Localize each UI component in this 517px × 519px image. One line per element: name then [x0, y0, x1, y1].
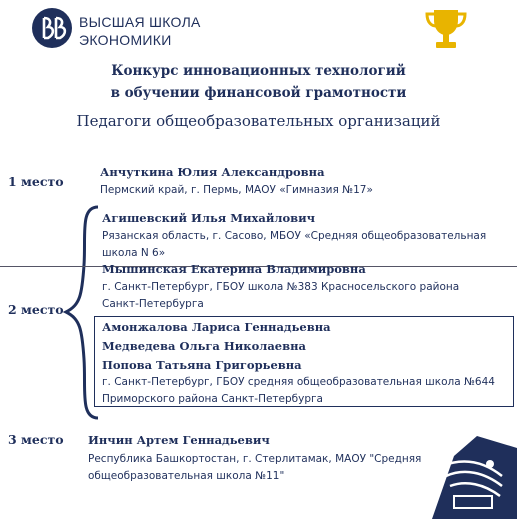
- category-subtitle: Педагоги общеобразовательных организаций: [76, 112, 441, 130]
- second-group-desc-line2: Приморского района Санкт-Петербурга: [102, 393, 323, 405]
- second-group-name3: Попова Татьяна Григорьевна: [102, 358, 302, 372]
- trophy-icon: [424, 6, 468, 52]
- third-place-label: 3 место: [8, 432, 64, 447]
- second-group-desc-line1: г. Санкт-Петербург, ГБОУ средняя общеобразовательная школа №644: [102, 376, 495, 388]
- second-b-desc-line2: Санкт-Петербурга: [102, 298, 204, 310]
- first-place-desc: Пермский край, г. Пермь, МАОУ «Гимназия №17»: [100, 184, 373, 196]
- second-place-label: 2 место: [8, 302, 64, 317]
- hse-logo: [32, 8, 72, 48]
- third-place-desc: [88, 451, 421, 485]
- contest-title: [0, 60, 517, 104]
- second-group-name2: Медведева Ольга Николаевна: [102, 339, 306, 353]
- second-place-desc-a: [102, 228, 486, 262]
- first-place-label: 1 место: [8, 174, 64, 189]
- second-b-desc-line1: г. Санкт-Петербург, ГБОУ школа №383 Красносельского района: [102, 281, 460, 293]
- second-group-desc: [102, 374, 495, 408]
- hse-corner-emblem-icon: [432, 436, 517, 519]
- third-place-name: Инчин Артем Геннадьевич: [88, 433, 270, 447]
- third-desc-line1: Республика Башкортостан, г. Стерлитамак, МАОУ "Средняя: [88, 453, 422, 465]
- logo-line1: ВЫСШАЯ ШКОЛА: [79, 14, 201, 30]
- second-place-desc-b: [102, 279, 459, 313]
- second-a-desc-line1: Рязанская область, г. Сасово, МБОУ «Средняя общеобразовательная: [102, 230, 487, 242]
- second-place-name-b: Мышинская Екатерина Владимировна: [102, 262, 366, 276]
- second-place-name-a: Агишевский Илья Михайлович: [102, 211, 316, 225]
- title-line1: Конкурс инновационных технологий: [111, 63, 406, 79]
- second-a-desc-line2: школа N 6»: [102, 247, 166, 259]
- first-place-name: Анчуткина Юлия Александровна: [100, 165, 325, 179]
- hse-logo-mark-icon: [32, 8, 72, 48]
- hse-logo-text: [79, 13, 201, 49]
- third-desc-line2: общеобразовательная школа №11": [88, 470, 285, 482]
- second-group-name1: Амонжалова Лариса Геннадьевна: [102, 320, 331, 334]
- title-line2: в обучении финансовой грамотности: [110, 85, 407, 101]
- logo-line2: ЭКОНОМИКИ: [79, 32, 172, 48]
